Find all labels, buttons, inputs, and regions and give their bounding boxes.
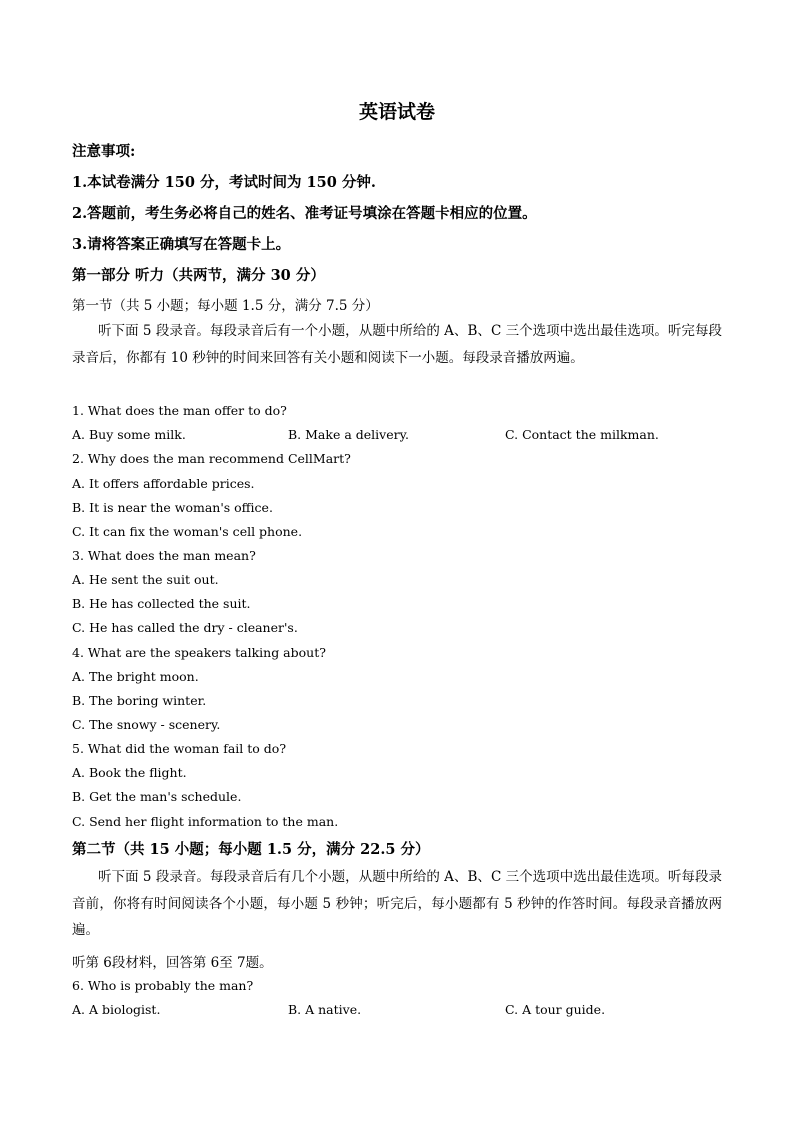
notice-item-1: 1.本试卷满分 150 分，考试时间为 150 分钟. [72,174,376,191]
notice-heading: 注意事项: [72,143,136,160]
option-a: A. A biologist. [72,1002,161,1017]
question-3-option-c: C. He has called the dry - cleaner's. [72,620,298,635]
question-5: 5. What did the woman fail to do? [72,741,287,756]
question-1: 1. What does the man offer to do? [72,403,287,418]
section2-instruction: 听下面 5 段录音。每段录音后有几个小题，从题中所给的 A、B、C 三个选项中选出最佳选项。听每段录音前，你将有时间阅读各个小题，每小题 5 秒钟；听完后，每小题都有 5 秒钟的作答时间。每段录音播放两遍。 [72,869,722,938]
question-5-option-a: A. Book the flight. [72,765,187,780]
page-title: 英语试卷 [358,101,435,123]
question-2-option-b: B. It is near the woman's office. [72,500,273,515]
notice-item-2: 2.答题前，考生务必将自己的姓名、准考证号填涂在答题卡相应的位置。 [72,205,537,222]
question-4-option-b: B. The boring winter. [72,693,207,708]
option-b: B. Make a delivery. [288,427,409,442]
question-2: 2. Why does the man recommend CellMart? [72,451,351,466]
question-5-option-c: C. Send her flight information to the man. [72,814,339,829]
option-c: C. A tour guide. [505,1002,606,1017]
question-4: 4. What are the speakers talking about? [72,645,326,660]
section2-heading: 第二节（共 15 小题；每小题 1.5 分，满分 22.5 分） [72,841,430,858]
material-note: 听第 6段材料，回答第 6至 7题。 [72,955,273,971]
question-5-option-b: B. Get the man's schedule. [72,789,242,804]
question-4-option-c: C. The snowy - scenery. [72,717,221,732]
question-2-option-a: A. It offers affordable prices. [72,476,255,491]
question-6: 6. Who is probably the man? [72,978,254,993]
question-4-option-a: A. The bright moon. [72,669,199,684]
option-b: B. A native. [288,1002,362,1017]
notice-item-3: 3.请将答案正确填写在答题卡上。 [72,236,291,253]
section1-instruction: 听下面 5 段录音。每段录音后有一个小题，从题中所给的 A、B、C 三个选项中选出最佳选项。听完每段录音后，你都有 10 秒钟的时间来回答有关小题和阅读下一小题。每段录音播放两遍。 [72,323,722,366]
question-3: 3. What does the man mean? [72,548,256,563]
question-2-option-c: C. It can fix the woman's cell phone. [72,524,303,539]
question-3-option-b: B. He has collected the suit. [72,596,251,611]
section1-heading: 第一节（共 5 小题；每小题 1.5 分，满分 7.5 分） [72,298,379,314]
option-a: A. Buy some milk. [72,427,186,442]
part1-heading: 第一部分 听力（共两节，满分 30 分） [72,267,325,284]
option-c: C. Contact the milkman. [505,427,659,442]
question-3-option-a: A. He sent the suit out. [72,572,219,587]
